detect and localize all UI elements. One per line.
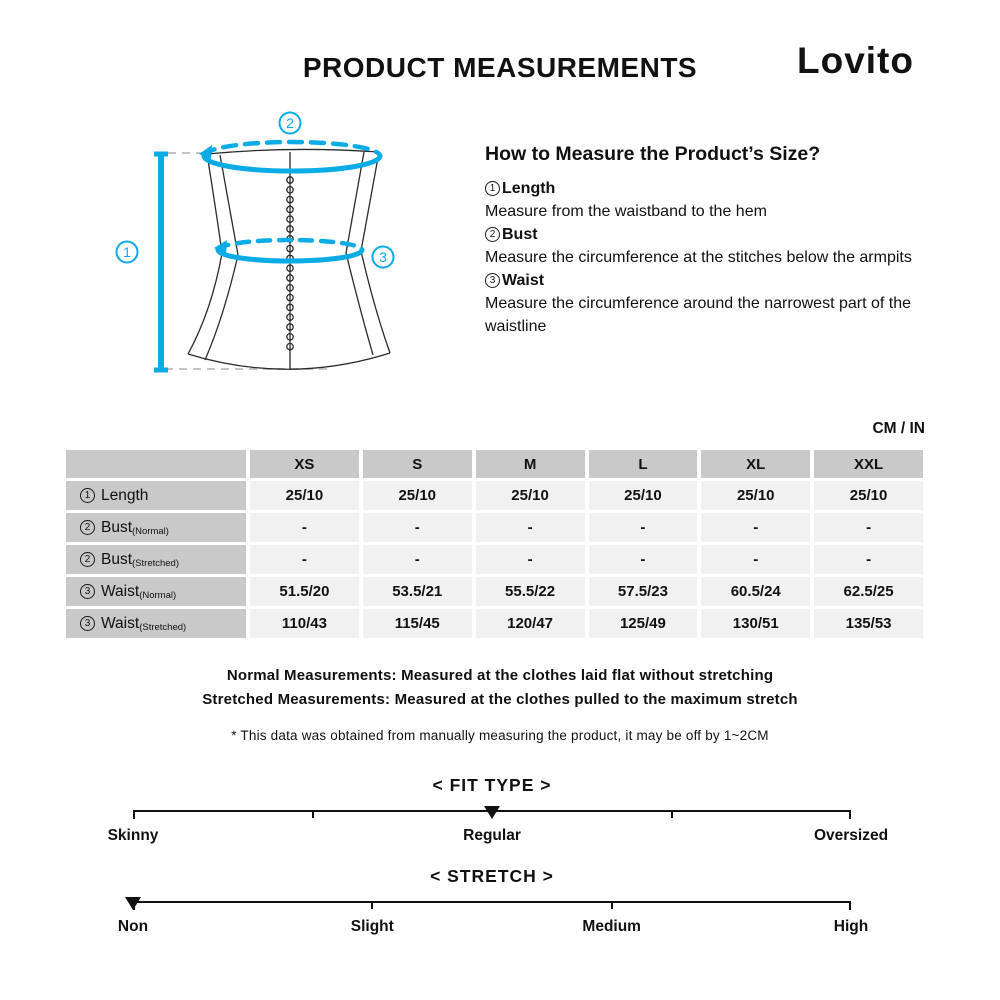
measurement-cell: - bbox=[250, 513, 359, 542]
measurement-cell: - bbox=[363, 513, 472, 542]
scale-title: < STRETCH > bbox=[430, 866, 554, 886]
measurement-cell: 125/49 bbox=[589, 609, 698, 638]
measurement-cell: - bbox=[814, 513, 923, 542]
svg-text:2: 2 bbox=[286, 115, 294, 131]
measure-item-name bbox=[485, 223, 937, 246]
fit-type-scale bbox=[107, 775, 889, 847]
scale-end-cap bbox=[849, 901, 851, 910]
size-column-header: L bbox=[589, 450, 698, 478]
note-normal: Normal Measurements: Measured at the clothes laid flat without stretching bbox=[226, 667, 774, 684]
measure-item-desc: Measure the circumference at the stitches below the armpits bbox=[485, 249, 912, 266]
measurement-cell: - bbox=[814, 545, 923, 574]
row-label-subtext: (Stretched) bbox=[132, 558, 180, 569]
measure-item-number-icon: 3 bbox=[485, 273, 500, 288]
measure-item-desc: Measure from the waistband to the hem bbox=[485, 203, 767, 220]
measurement-cell: 51.5/20 bbox=[250, 577, 359, 606]
note-stretched: Stretched Measurements: Measured at the clothes pulled to the maximum stretch bbox=[202, 691, 798, 708]
measure-item-number-icon: 2 bbox=[485, 227, 500, 242]
scale-labels bbox=[107, 827, 889, 847]
scale-end-cap bbox=[133, 810, 135, 819]
row-label-subtext: (Normal) bbox=[139, 590, 177, 601]
measurement-cell: 130/51 bbox=[701, 609, 810, 638]
stretch-scale bbox=[117, 866, 869, 938]
svg-text:3: 3 bbox=[379, 249, 387, 265]
row-label-subtext: (Stretched) bbox=[139, 622, 187, 633]
measurement-cell: 110/43 bbox=[250, 609, 359, 638]
measurement-cell: 120/47 bbox=[476, 609, 585, 638]
scale-tick bbox=[671, 810, 673, 818]
row-label bbox=[66, 481, 246, 510]
scale-label: Oversized bbox=[813, 827, 889, 844]
scale-tick bbox=[371, 901, 373, 909]
table-corner-cell bbox=[66, 450, 246, 478]
scale-track bbox=[133, 901, 851, 911]
measure-item-desc: Measure the circumference around the narrowest part of the waistline bbox=[485, 295, 911, 335]
unit-label: CM / IN bbox=[872, 420, 925, 437]
measurement-cell: 25/10 bbox=[701, 481, 810, 510]
measurement-cell: - bbox=[589, 513, 698, 542]
size-column-header: S bbox=[363, 450, 472, 478]
bust-label-circle bbox=[280, 113, 301, 134]
how-to-section bbox=[485, 143, 937, 338]
scale-label: High bbox=[833, 918, 869, 935]
row-number-icon: 2 bbox=[80, 520, 95, 535]
scale-label: Non bbox=[117, 918, 149, 935]
row-label-text: Length bbox=[101, 486, 149, 504]
row-label bbox=[66, 609, 246, 638]
row-label-text: Waist bbox=[101, 582, 140, 600]
measurement-cell: 115/45 bbox=[363, 609, 472, 638]
measurement-cell: - bbox=[363, 545, 472, 574]
measurement-cell: - bbox=[476, 513, 585, 542]
disclaimer-note: * This data was obtained from manually measuring the product, it may be off by 1~2CM bbox=[231, 728, 769, 743]
row-number-icon: 1 bbox=[80, 488, 95, 503]
measurement-notes bbox=[0, 664, 1000, 712]
measurement-cell: 53.5/21 bbox=[363, 577, 472, 606]
scale-marker-icon bbox=[125, 897, 141, 910]
measurement-cell: 25/10 bbox=[250, 481, 359, 510]
length-label-circle bbox=[117, 242, 138, 263]
row-label-text: Bust bbox=[101, 518, 133, 536]
scale-label: Slight bbox=[350, 918, 394, 935]
measure-item-name-text: Bust bbox=[502, 226, 538, 243]
size-column-header: XXL bbox=[814, 450, 923, 478]
measurement-cell: 55.5/22 bbox=[476, 577, 585, 606]
row-number-icon: 3 bbox=[80, 584, 95, 599]
measure-item-name bbox=[485, 177, 937, 200]
page-title: PRODUCT MEASUREMENTS bbox=[302, 52, 698, 83]
row-label bbox=[66, 577, 246, 606]
measurement-cell: - bbox=[701, 545, 810, 574]
measurement-cell: 25/10 bbox=[363, 481, 472, 510]
brand-logo: Lovito bbox=[797, 40, 914, 81]
how-to-title: How to Measure the Product’s Size? bbox=[485, 143, 821, 165]
measurement-cell: 25/10 bbox=[589, 481, 698, 510]
scale-track bbox=[133, 810, 851, 820]
how-to-items bbox=[485, 177, 937, 338]
row-label bbox=[66, 513, 246, 542]
size-column-header: M bbox=[476, 450, 585, 478]
row-label-text: Waist bbox=[101, 614, 140, 632]
measurement-cell: 135/53 bbox=[814, 609, 923, 638]
svg-text:1: 1 bbox=[123, 244, 131, 260]
scale-tick bbox=[312, 810, 314, 818]
measurement-cell: - bbox=[701, 513, 810, 542]
length-measure-bar bbox=[154, 153, 168, 371]
row-label-text: Bust bbox=[101, 550, 133, 568]
waist-label-circle bbox=[373, 247, 394, 268]
row-label bbox=[66, 545, 246, 574]
scale-label: Regular bbox=[463, 827, 521, 844]
size-column-header: XL bbox=[701, 450, 810, 478]
scale-line bbox=[133, 901, 851, 903]
measure-item-name-text: Length bbox=[502, 180, 556, 197]
measurement-cell: - bbox=[476, 545, 585, 574]
scale-label: Medium bbox=[582, 918, 641, 935]
scale-title: < FIT TYPE > bbox=[432, 775, 552, 795]
garment-diagram bbox=[90, 108, 470, 408]
scale-label: Skinny bbox=[107, 827, 159, 844]
measure-item-name-text: Waist bbox=[502, 272, 545, 289]
measurement-cell: 60.5/24 bbox=[701, 577, 810, 606]
row-number-icon: 3 bbox=[80, 616, 95, 631]
measurement-cell: 25/10 bbox=[814, 481, 923, 510]
row-number-icon: 2 bbox=[80, 552, 95, 567]
measurement-cell: - bbox=[589, 545, 698, 574]
size-table bbox=[66, 450, 923, 638]
measurement-cell: 25/10 bbox=[476, 481, 585, 510]
measurement-cell: 57.5/23 bbox=[589, 577, 698, 606]
measurement-cell: - bbox=[250, 545, 359, 574]
measure-item-number-icon: 1 bbox=[485, 181, 500, 196]
scale-end-cap bbox=[849, 810, 851, 819]
row-label-subtext: (Normal) bbox=[132, 526, 169, 537]
measure-item-name bbox=[485, 269, 937, 292]
scale-marker-icon bbox=[484, 806, 500, 819]
scale-labels bbox=[117, 918, 869, 938]
size-column-header: XS bbox=[250, 450, 359, 478]
scale-tick bbox=[611, 901, 613, 909]
measurement-cell: 62.5/25 bbox=[814, 577, 923, 606]
